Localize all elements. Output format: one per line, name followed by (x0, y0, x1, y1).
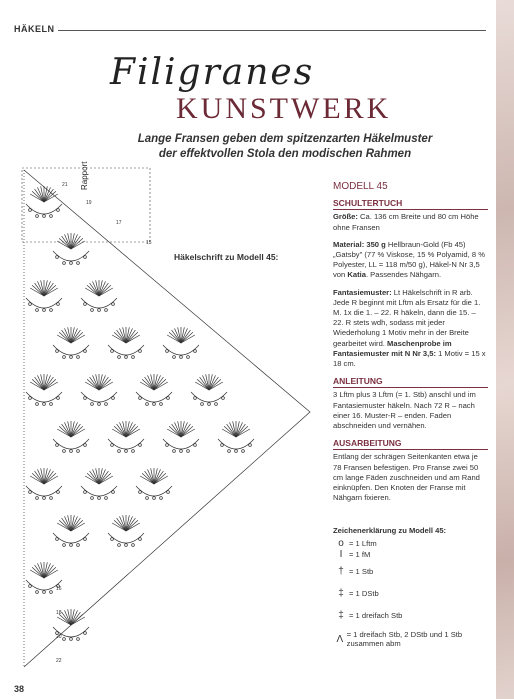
chain-stitch (139, 350, 142, 353)
treble-crochet-icon: ‡ (338, 587, 344, 599)
chain-stitch (77, 450, 80, 453)
chain-stitch (105, 497, 108, 500)
chain-stitch (112, 397, 115, 400)
legend-text: = 1 Lftm (349, 539, 377, 548)
page-number: 38 (14, 684, 25, 694)
chain-stitch (118, 356, 121, 359)
chain-stitch (84, 350, 87, 353)
chain-stitch (77, 544, 80, 547)
chain-stitch (36, 309, 39, 312)
chain-stitch (70, 638, 73, 641)
chain-stitch (91, 309, 94, 312)
chain-stitch (139, 397, 142, 400)
anleitung-text: 3 Lftm plus 3 Lftm (= 1. Stb) anschl und im Fantasiemuster häkeln. Nach 72 R – nach einer 16. Muster-R – enden. Faden abschneiden und vernähen. (333, 390, 476, 431)
chain-stitch (125, 356, 128, 359)
heading-rule (333, 209, 488, 210)
chain-stitch (166, 444, 169, 447)
fan-motif (53, 421, 89, 452)
chain-stitch (50, 591, 53, 594)
chain-stitch (77, 262, 80, 265)
chain-stitch (166, 350, 169, 353)
fan-motif (53, 515, 89, 546)
row-number: 20 (56, 634, 62, 640)
anleitung-heading: ANLEITUNG (333, 376, 383, 387)
chain-stitch (98, 309, 101, 312)
subtitle-line-1: Lange Fransen geben dem spitzenzarten Häkelmuster (137, 133, 433, 145)
chain-stitch (160, 497, 163, 500)
chain-stitch (187, 450, 190, 453)
chain-stitch (139, 444, 142, 447)
gauge-label: Maschenprobe im Fantasiemuster mit N Nr 3,5: (333, 338, 452, 358)
material-label: Material: (333, 239, 365, 249)
chain-stitch (29, 209, 32, 212)
chain-stitch (36, 215, 39, 218)
chain-stitch (98, 497, 101, 500)
chain-stitch (215, 403, 218, 406)
fan-motif (81, 374, 117, 405)
chain-stitch (29, 585, 32, 588)
chain-stitch (70, 356, 73, 359)
fan-motif (26, 374, 62, 405)
legend-text: = 1 fM (349, 550, 371, 559)
chain-stitch (91, 497, 94, 500)
chain-stitch (56, 444, 59, 447)
chain-stitch (43, 591, 46, 594)
chart-outline (24, 170, 310, 667)
chain-stitch (63, 262, 66, 265)
model-title: MODELL 45 (333, 181, 388, 192)
chain-stitch (84, 491, 87, 494)
chain-stitch (132, 544, 135, 547)
fan-motif (26, 186, 62, 217)
chain-stitch (50, 497, 53, 500)
triple-treble-icon: ‡ (338, 609, 344, 621)
instructions-column (333, 182, 488, 510)
fan-motif (108, 327, 144, 358)
fan-motif (26, 280, 62, 311)
chain-stitch (56, 350, 59, 353)
chain-stitch (132, 450, 135, 453)
chain-stitch (70, 544, 73, 547)
chain-stitch (125, 544, 128, 547)
chain-stitch (111, 444, 114, 447)
chain-stitch (105, 309, 108, 312)
row-number: 18 (56, 610, 62, 616)
ausarbeitung-heading: AUSARBEITUNG (333, 438, 402, 449)
chain-stitch (50, 403, 53, 406)
chain-stitch (36, 403, 39, 406)
chain-stitch (50, 215, 53, 218)
chain-stitch-icon: o (338, 538, 344, 549)
chain-stitch (112, 491, 115, 494)
chain-stitch (77, 356, 80, 359)
material-amount: 350 g (366, 239, 386, 249)
chain-stitch (167, 397, 170, 400)
title-script: Filigranes (110, 52, 315, 93)
fan-motif (108, 515, 144, 546)
material-end: . Passendes Nähgarn. (365, 270, 442, 280)
legend-item (333, 604, 493, 626)
cluster-stitch-icon: Λ (336, 633, 344, 645)
chain-stitch (84, 256, 87, 259)
row-number: 22 (56, 658, 62, 664)
chain-stitch (57, 397, 60, 400)
size-label: Größe: (333, 212, 358, 222)
fan-motif (81, 280, 117, 311)
chain-stitch (187, 356, 190, 359)
fan-motif (218, 421, 254, 452)
legend-item (333, 626, 493, 652)
chain-stitch (91, 403, 94, 406)
chain-stitch (146, 497, 149, 500)
chain-stitch (125, 450, 128, 453)
chain-stitch (105, 403, 108, 406)
chain-stitch (222, 397, 225, 400)
row-number: 16 (56, 586, 62, 592)
legend-item (333, 549, 493, 560)
chain-stitch (112, 303, 115, 306)
chain-stitch (201, 403, 204, 406)
chain-stitch (29, 491, 32, 494)
size-paragraph (333, 212, 488, 232)
chain-stitch (180, 356, 183, 359)
chain-stitch (57, 303, 60, 306)
chain-stitch (84, 303, 87, 306)
chain-stitch (70, 262, 73, 265)
fan-motif (26, 468, 62, 499)
legend-item (333, 538, 493, 549)
chain-stitch (29, 303, 32, 306)
marble-edge (496, 0, 514, 699)
chain-stitch (57, 491, 60, 494)
chain-stitch (139, 538, 142, 541)
chain-stitch (132, 356, 135, 359)
chain-stitch (36, 591, 39, 594)
pattern-label: Fantasiemuster: (333, 287, 392, 297)
legend-item (333, 582, 493, 604)
heading-rule (333, 387, 488, 388)
fan-motif (163, 327, 199, 358)
chain-stitch (57, 209, 60, 212)
legend-title: Zeichenerklärung zu Modell 45: (333, 526, 447, 535)
fan-motif (136, 374, 172, 405)
material-paragraph (333, 240, 488, 281)
double-crochet-icon: † (338, 565, 344, 577)
fan-motif (81, 468, 117, 499)
subtitle-line-2: der effektvollen Stola den modischen Rahmen (158, 148, 412, 160)
chain-stitch (118, 544, 121, 547)
chain-stitch (98, 403, 101, 406)
fan-motif (191, 374, 227, 405)
chain-stitch (173, 356, 176, 359)
model-name: SCHULTERTUCH (333, 198, 403, 209)
crochet-chart (20, 162, 320, 672)
fan-motif (108, 421, 144, 452)
chain-stitch (194, 397, 197, 400)
chain-stitch (36, 497, 39, 500)
chain-stitch (146, 403, 149, 406)
chain-stitch (43, 497, 46, 500)
chain-stitch (153, 497, 156, 500)
chain-stitch (111, 538, 114, 541)
section-rule (58, 30, 486, 31)
chain-stitch (208, 403, 211, 406)
chain-stitch (77, 638, 80, 641)
row-number: 17 (116, 220, 122, 226)
chain-stitch (167, 491, 170, 494)
heading-rule (333, 449, 488, 450)
chain-stitch (84, 538, 87, 541)
chain-stitch (249, 444, 252, 447)
chain-stitch (56, 256, 59, 259)
chain-stitch (63, 450, 66, 453)
fan-motif (53, 233, 89, 264)
chain-stitch (221, 444, 224, 447)
chain-stitch (70, 450, 73, 453)
material-brand: Katia (347, 270, 366, 280)
chain-stitch (160, 403, 163, 406)
chain-stitch (194, 444, 197, 447)
chain-stitch (63, 638, 66, 641)
chain-stitch (43, 309, 46, 312)
pattern-paragraph (333, 288, 488, 370)
chain-stitch (63, 356, 66, 359)
chain-stitch (63, 544, 66, 547)
fan-motif (163, 421, 199, 452)
chain-stitch (242, 450, 245, 453)
size-text: Ca. 136 cm Breite und 80 cm Höhe ohne Fransen (333, 212, 479, 232)
row-number: 21 (62, 182, 68, 188)
chain-stitch (111, 350, 114, 353)
chain-stitch (84, 397, 87, 400)
chain-stitch (194, 350, 197, 353)
single-crochet-icon: I (339, 549, 343, 560)
legend-text: = 1 dreifach Stb (349, 610, 403, 620)
fan-motif (53, 327, 89, 358)
chain-stitch (153, 403, 156, 406)
chain-stitch (173, 450, 176, 453)
gauge-text: 1 Motiv = 15 x 18 cm. (333, 348, 486, 369)
row-number: 15 (146, 240, 152, 246)
legend-text: = 1 DStb (349, 588, 379, 598)
fan-motif (136, 468, 172, 499)
chain-stitch (43, 403, 46, 406)
material-text: Hellbraun-Gold (Fb 45) „Gatsby" (77 % Viskose, 15 % Polyamid, 8 % Polyester, LL = 118 m/50 g), Häkel-N Nr 3,5 von (333, 239, 485, 280)
chain-stitch (180, 450, 183, 453)
chain-stitch (84, 444, 87, 447)
legend-text: = 1 dreifach Stb, 2 DStb und 1 Stb zusammen abm (346, 630, 463, 648)
title-main: KUNSTWERK (176, 92, 392, 125)
chain-stitch (228, 450, 231, 453)
chain-stitch (118, 450, 121, 453)
chain-stitch (29, 397, 32, 400)
legend-text: = 1 Stb (349, 566, 374, 576)
row-number: 19 (86, 200, 92, 206)
rapport-label: Rapport (80, 161, 89, 190)
section-label: HÄKELN (14, 24, 55, 34)
diagram-label: Häkelschrift zu Modell 45: (174, 252, 279, 262)
chain-stitch (139, 491, 142, 494)
chain-stitch (56, 538, 59, 541)
chain-stitch (50, 309, 53, 312)
chain-stitch (235, 450, 238, 453)
chart-motifs (24, 170, 310, 667)
pattern-text: Lt Häkelschrift in R arb. Jede R beginnt mit Lftm als Ersatz für die 1. M. 1x die 1. – 22. R häkeln, dann die 15. – 22. R stets wdh, sodass mit jeder Wiederholung 1 Motiv mehr in der Breite gearbeitet wird. (333, 287, 481, 348)
symbol-legend (333, 526, 493, 652)
ausarbeitung-text: Entlang der schrägen Seitenkanten etwa je 78 Fransen befestigen. Pro Franse zwei 50 cm lange Fäden zuschneiden und am Rand einknüpfen. Den Knoten der Franse mit Nähgarn fixieren. (333, 452, 480, 503)
chain-stitch (84, 632, 87, 635)
legend-item (333, 560, 493, 582)
subtitle (120, 132, 450, 162)
chain-stitch (43, 215, 46, 218)
